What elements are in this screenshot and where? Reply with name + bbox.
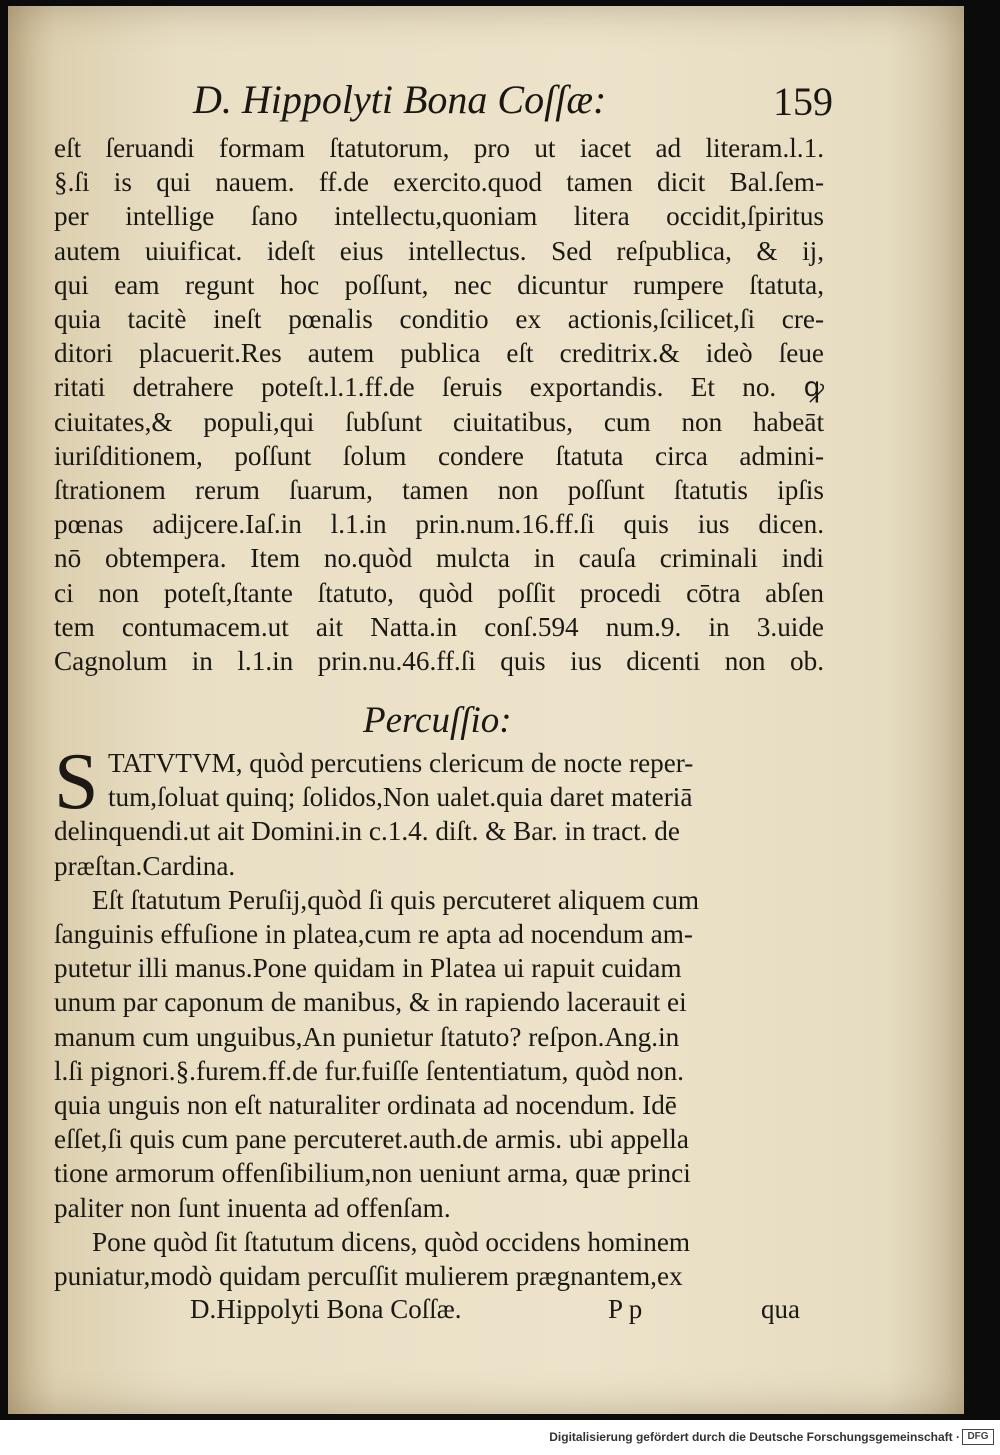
section-heading: Percuſſio: <box>363 700 512 741</box>
text-line: ci non poteſt,ſtante ſtatuto, quòd poſſit procedi cōtra abſen <box>54 577 824 608</box>
paragraph-3 <box>54 1225 824 1293</box>
text-line: ſtrationem rerum ſuarum, tamen non poſſunt ſtatutis ipſis <box>54 475 824 506</box>
paragraph-continued <box>54 131 824 678</box>
page-footer <box>190 1294 800 1330</box>
text-line: Cagnolum in l.1.in prin.nu.46.ff.ſi quis ius dicenti non ob. <box>54 646 824 677</box>
text-line: manum cum unguibus,An punietur ſtatuto? reſpon.Ang.in <box>54 1021 680 1052</box>
text-line: puniatur,modò quidam percuſſit mulierem prægnantem,ex <box>54 1261 683 1292</box>
text-line: per intellige ſano intellectu,quoniam litera occidit,ſpiritus <box>54 201 824 232</box>
text-line: ſanguinis effuſione in platea,cum re apta ad nocendum am- <box>54 919 693 950</box>
folio-number: 159 <box>773 79 833 124</box>
section-intro <box>54 746 824 814</box>
text-line: tum,ſoluat quinq; ſolidos,Non ualet.quia daret materiā <box>108 782 693 813</box>
text-line: iuriſditionem, poſſunt ſolum condere ſtatuta circa admini- <box>54 440 824 471</box>
dfg-logo: DFG <box>962 1429 994 1445</box>
text-line: qui eam regunt hoc poſſunt, nec dicuntur rumpere ſtatuta, <box>54 269 824 300</box>
funding-credit: Digitalisierung gefördert durch die Deutsche Forschungsgemeinschaft · <box>549 1430 960 1444</box>
text-line: §.ſi is qui nauem. ff.de exercito.quod tamen dicit Bal.ſem- <box>54 167 824 198</box>
text-line: Eſt ſtatutum Peruſij,quòd ſi quis percuteret aliquem cum <box>92 884 700 915</box>
credit-bar <box>0 1420 1000 1455</box>
text-line: tem contumacem.ut ait Natta.in conſ.594 num.9. in 3.uide <box>54 611 824 642</box>
text-line: quia tacitè ineſt pœnalis conditio ex actionis,ſcilicet,ſi cre- <box>54 304 824 335</box>
text-line: paliter non ſunt inuenta ad offenſam. <box>54 1192 451 1223</box>
text-line: pœnas adijcere.Iaſ.in l.1.in prin.num.16.ff.ſi quis ius dicen. <box>54 509 824 540</box>
text-line: ditori placuerit.Res autem publica eſt creditrix.& ideò ſeue <box>54 338 824 369</box>
section-body <box>54 738 824 1293</box>
section-intro-continued <box>54 814 824 882</box>
drop-cap: S <box>54 738 99 826</box>
paragraph-2 <box>54 883 824 1225</box>
text-line: eſt ſeruandi formam ſtatutorum, pro ut iacet ad literam.l.1. <box>54 133 824 163</box>
text-line: TATVTVM, quòd percutiens clericum de nocte reper- <box>108 748 694 778</box>
text-line: tione armorum offenſibilium,non ueniunt arma, quæ princi <box>54 1158 691 1189</box>
text-line: ritati detrahere poteſt.l.1.ff.de ſeruis exportandis. Et no. ꝙ <box>54 372 824 403</box>
text-line: l.ſi pignori.§.furem.ff.de fur.fuiſſe ſententiatum, quòd non. <box>54 1055 684 1086</box>
text-line: unum par caponum de manibus, & in rapiendo lacerauit ei <box>54 987 687 1018</box>
catchword: qua <box>761 1294 800 1324</box>
page-header <box>193 76 833 126</box>
text-line: autem uiuificat. ideſt eius intellectus. Sed reſpublica, & ij, <box>54 235 824 266</box>
text-line: ciuitates,& populi,qui ſubſunt ciuitatibus, cum non habeāt <box>54 406 824 437</box>
text-line: præſtan.Cardina. <box>54 850 236 881</box>
text-line: quia unguis non eſt naturaliter ordinata ad nocendum. Idē <box>54 1090 677 1121</box>
book-page <box>8 6 964 1414</box>
body-text <box>54 131 824 678</box>
text-line: eſſet,ſi quis cum pane percuteret.auth.de armis. ubi appella <box>54 1124 689 1155</box>
text-line: delinquendi.ut ait Domini.in c.1.4. diſt. & Bar. in tract. de <box>54 816 680 847</box>
footer-book-title: D.Hippolyti Bona Coſſæ. <box>190 1294 462 1324</box>
running-title: D. Hippolyti Bona Coſſæ: <box>193 77 607 122</box>
text-line: nō obtempera. Item no.quòd mulcta in cauſa criminali indi <box>54 543 824 574</box>
text-line: putetur illi manus.Pone quidam in Platea ui rapuit cuidam <box>54 953 682 984</box>
text-line: Pone quòd ſit ſtatutum dicens, quòd occidens hominem <box>92 1226 691 1257</box>
signature-mark: P p <box>608 1294 643 1324</box>
